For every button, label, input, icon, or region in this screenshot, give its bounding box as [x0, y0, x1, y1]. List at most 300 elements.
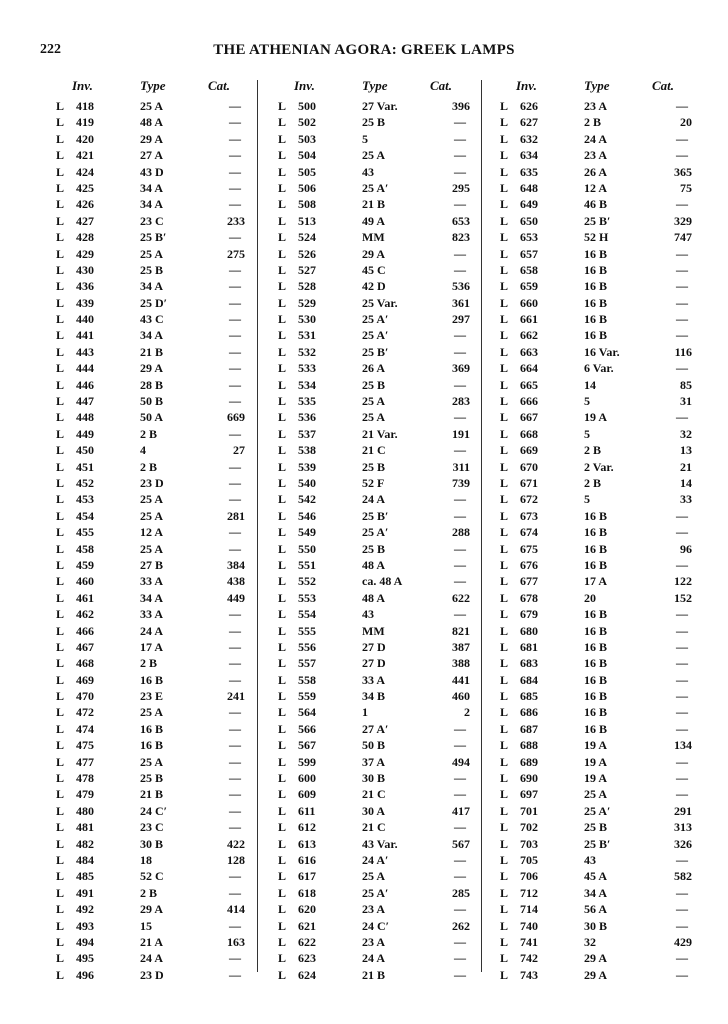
- inv-prefix: L: [278, 951, 287, 966]
- catalogue-number: —: [229, 295, 241, 310]
- catalogue-number: 361: [452, 295, 470, 310]
- inv-prefix: L: [56, 672, 65, 687]
- catalogue-number: —: [454, 869, 466, 884]
- inv-number: 477: [76, 754, 94, 769]
- lamp-type: 27 A: [140, 148, 164, 163]
- inv-number: 550: [298, 541, 316, 556]
- lamp-type: 25 B′: [362, 508, 389, 523]
- inv-number: 424: [76, 164, 94, 179]
- lamp-type: 26 A: [362, 361, 386, 376]
- table-row: [262, 754, 480, 770]
- inv-number: 535: [298, 394, 316, 409]
- catalogue-number: 739: [452, 475, 470, 490]
- lamp-type: 25 D′: [140, 295, 168, 310]
- inv-number: 526: [298, 246, 316, 261]
- catalogue-number: 116: [674, 344, 692, 359]
- inv-number: 623: [298, 951, 316, 966]
- table-row: [262, 114, 480, 130]
- inv-prefix: L: [278, 426, 287, 441]
- catalogue-number: 13: [680, 443, 692, 458]
- inv-prefix: L: [278, 525, 287, 540]
- lamp-type: 24 A: [362, 492, 386, 507]
- inv-prefix: L: [278, 689, 287, 704]
- catalogue-number: —: [454, 852, 466, 867]
- inv-number: 467: [76, 639, 94, 654]
- table-row: [40, 688, 255, 704]
- catalogue-number: 96: [680, 541, 692, 556]
- catalogue-number: —: [676, 656, 688, 671]
- table-row: [484, 426, 702, 442]
- inv-number: 740: [520, 918, 538, 933]
- catalogue-number: 163: [227, 934, 245, 949]
- inv-number: 624: [298, 967, 316, 982]
- inv-prefix: L: [56, 197, 65, 212]
- table-row: [262, 655, 480, 671]
- inv-prefix: L: [56, 525, 65, 540]
- table-row: [40, 98, 255, 114]
- lamp-type: 17 A: [140, 639, 164, 654]
- inv-number: 546: [298, 508, 316, 523]
- inv-number: 600: [298, 771, 316, 786]
- inv-prefix: L: [278, 295, 287, 310]
- table-row: [40, 524, 255, 540]
- inv-number: 553: [298, 590, 316, 605]
- inv-prefix: L: [278, 885, 287, 900]
- inv-number: 678: [520, 590, 538, 605]
- catalogue-number: —: [229, 361, 241, 376]
- table-row: [262, 770, 480, 786]
- catalogue-number: —: [229, 459, 241, 474]
- inv-prefix: L: [56, 869, 65, 884]
- inv-number: 538: [298, 443, 316, 458]
- inv-number: 479: [76, 787, 94, 802]
- inv-number: 680: [520, 623, 538, 638]
- inv-number: 664: [520, 361, 538, 376]
- table-row: [40, 786, 255, 802]
- table-row: [484, 623, 702, 639]
- lamp-type: 23 A: [584, 99, 608, 113]
- catalogue-number: 262: [452, 918, 470, 933]
- inv-prefix: L: [500, 475, 509, 490]
- inv-prefix: L: [500, 852, 509, 867]
- table-row: [262, 278, 480, 294]
- lamp-type: 19 A: [584, 738, 608, 753]
- inv-number: 702: [520, 820, 538, 835]
- inv-prefix: L: [500, 410, 509, 425]
- table-row: [40, 262, 255, 278]
- inv-prefix: L: [56, 623, 65, 638]
- lamp-type: 29 A: [140, 902, 164, 917]
- inv-prefix: L: [278, 148, 287, 163]
- lamp-type: 16 B: [140, 672, 164, 687]
- table-row: [40, 360, 255, 376]
- table-row: [484, 934, 702, 950]
- inv-prefix: L: [56, 262, 65, 277]
- table-row: [40, 442, 255, 458]
- table-row: [262, 360, 480, 376]
- catalogue-number: —: [676, 508, 688, 523]
- table-row: [40, 278, 255, 294]
- table-row: [40, 344, 255, 360]
- lamp-type: 25 A′: [362, 312, 389, 327]
- table-row: [484, 688, 702, 704]
- inv-number: 439: [76, 295, 94, 310]
- lamp-type: 46 B: [584, 197, 608, 212]
- inv-number: 706: [520, 869, 538, 884]
- table-row: [262, 606, 480, 622]
- inv-number: 539: [298, 459, 316, 474]
- catalogue-number: 281: [227, 508, 245, 523]
- table-row: [40, 803, 255, 819]
- catalogue-number: 365: [674, 164, 692, 179]
- catalogue-number: 32: [680, 426, 692, 441]
- lamp-type: 25 A: [140, 246, 164, 261]
- catalogue-number: 622: [452, 590, 470, 605]
- lamp-type: 34 B: [362, 689, 386, 704]
- inv-number: 485: [76, 869, 94, 884]
- lamp-type: 2 B: [140, 885, 158, 900]
- inv-number: 555: [298, 623, 316, 638]
- table-row: [262, 590, 480, 606]
- lamp-type: 21 A: [140, 934, 164, 949]
- lamp-type: 16 B: [584, 721, 608, 736]
- lamp-type: 34 A: [140, 197, 164, 212]
- table-row: [262, 737, 480, 753]
- table-row: [262, 229, 480, 245]
- inv-number: 502: [298, 115, 316, 130]
- inv-number: 508: [298, 197, 316, 212]
- inv-number: 657: [520, 246, 538, 261]
- catalogue-number: 291: [674, 803, 692, 818]
- inv-number: 427: [76, 213, 94, 228]
- inv-number: 469: [76, 672, 94, 687]
- lamp-type: 24 A: [140, 951, 164, 966]
- table-row: [40, 704, 255, 720]
- lamp-type: 23 D: [140, 967, 164, 982]
- lamp-type: 16 B: [584, 541, 608, 556]
- lamp-type: 25 A: [140, 99, 164, 113]
- lamp-type: 30 B: [140, 836, 164, 851]
- inv-prefix: L: [500, 541, 509, 556]
- table-row: [484, 360, 702, 376]
- catalogue-number: 414: [227, 902, 245, 917]
- lamp-type: 16 B: [584, 689, 608, 704]
- catalogue-number: 14: [680, 475, 692, 490]
- inv-prefix: L: [278, 869, 287, 884]
- lamp-type: 16 B: [584, 508, 608, 523]
- table-row: [40, 114, 255, 130]
- catalogue-number: —: [676, 410, 688, 425]
- inv-number: 418: [76, 99, 94, 113]
- lamp-type: 16 Var.: [584, 344, 620, 359]
- lamp-type: 33 A: [140, 607, 164, 622]
- inv-number: 420: [76, 131, 94, 146]
- catalogue-number: —: [676, 951, 688, 966]
- inv-prefix: L: [278, 377, 287, 392]
- column-divider: [481, 80, 482, 972]
- lamp-type: 16 B: [584, 246, 608, 261]
- catalogue-number: —: [229, 426, 241, 441]
- lamp-type: 43 C: [140, 312, 164, 327]
- inv-number: 493: [76, 918, 94, 933]
- catalogue-number: —: [676, 295, 688, 310]
- inv-prefix: L: [500, 803, 509, 818]
- catalogue-number: —: [229, 197, 241, 212]
- inv-header: Inv.: [294, 78, 315, 93]
- catalogue-number: —: [454, 771, 466, 786]
- table-row: [40, 541, 255, 557]
- lamp-type: 50 B: [362, 738, 386, 753]
- catalogue-number: 31: [680, 394, 692, 409]
- lamp-type: 32: [584, 934, 596, 949]
- catalogue-number: —: [454, 262, 466, 277]
- column-divider: [257, 80, 258, 972]
- inv-number: 475: [76, 738, 94, 753]
- inv-number: 552: [298, 574, 316, 589]
- inv-prefix: L: [278, 459, 287, 474]
- table-row: [262, 393, 480, 409]
- catalogue-number: —: [454, 541, 466, 556]
- catalogue-number: 75: [680, 180, 692, 195]
- inv-prefix: L: [278, 607, 287, 622]
- table-row: [484, 541, 702, 557]
- inv-number: 531: [298, 328, 316, 343]
- inv-prefix: L: [56, 721, 65, 736]
- inv-prefix: L: [500, 262, 509, 277]
- column-header: [484, 78, 702, 96]
- table-row: [484, 246, 702, 262]
- inv-number: 666: [520, 394, 538, 409]
- inv-prefix: L: [56, 459, 65, 474]
- inv-number: 613: [298, 836, 316, 851]
- inv-number: 496: [76, 967, 94, 982]
- lamp-type: 18: [140, 852, 152, 867]
- inv-number: 429: [76, 246, 94, 261]
- inv-number: 697: [520, 787, 538, 802]
- catalogue-number: —: [229, 475, 241, 490]
- lamp-type: 16 B: [584, 656, 608, 671]
- catalogue-number: —: [676, 246, 688, 261]
- catalogue-number: —: [676, 557, 688, 572]
- table-row: [484, 327, 702, 343]
- inv-number: 527: [298, 262, 316, 277]
- inv-number: 441: [76, 328, 94, 343]
- catalogue-number: —: [454, 197, 466, 212]
- table-row: [40, 491, 255, 507]
- inv-number: 481: [76, 820, 94, 835]
- catalogue-number: —: [229, 525, 241, 540]
- inv-prefix: L: [56, 639, 65, 654]
- inv-prefix: L: [278, 852, 287, 867]
- inv-number: 419: [76, 115, 94, 130]
- catalogue-number: 326: [674, 836, 692, 851]
- catalogue-number: —: [454, 148, 466, 163]
- catalogue-number: —: [676, 525, 688, 540]
- lamp-type: 37 A: [362, 754, 386, 769]
- inv-prefix: L: [56, 803, 65, 818]
- lamp-type: 29 A: [584, 967, 608, 982]
- inv-number: 566: [298, 721, 316, 736]
- catalogue-number: —: [229, 492, 241, 507]
- inv-number: 549: [298, 525, 316, 540]
- inv-prefix: L: [500, 918, 509, 933]
- inv-number: 524: [298, 230, 316, 245]
- catalogue-number: 33: [680, 492, 692, 507]
- lamp-type: 25 Var.: [362, 295, 398, 310]
- inv-number: 484: [76, 852, 94, 867]
- inv-prefix: L: [500, 525, 509, 540]
- table-row: [262, 836, 480, 852]
- inv-prefix: L: [500, 574, 509, 589]
- catalogue-number: —: [229, 656, 241, 671]
- inv-number: 662: [520, 328, 538, 343]
- inv-prefix: L: [56, 590, 65, 605]
- table-row: [484, 377, 702, 393]
- table-row: [262, 377, 480, 393]
- catalogue-number: —: [676, 279, 688, 294]
- lamp-type: 28 B: [140, 377, 164, 392]
- catalogue-number: 283: [452, 394, 470, 409]
- lamp-type: 23 C: [140, 820, 164, 835]
- inv-number: 672: [520, 492, 538, 507]
- catalogue-number: —: [229, 131, 241, 146]
- lamp-type: ca. 48 A: [362, 574, 403, 589]
- catalogue-number: —: [454, 164, 466, 179]
- lamp-type: 2 B: [140, 426, 158, 441]
- lamp-type: 25 B: [362, 541, 386, 556]
- table-row: [262, 246, 480, 262]
- table-row: [484, 295, 702, 311]
- catalogue-number: —: [454, 344, 466, 359]
- lamp-type: 5: [584, 492, 590, 507]
- lamp-type: MM: [362, 623, 385, 638]
- inv-number: 622: [298, 934, 316, 949]
- table-row: [262, 950, 480, 966]
- inv-prefix: L: [500, 344, 509, 359]
- lamp-type: 25 A: [140, 754, 164, 769]
- inv-prefix: L: [500, 639, 509, 654]
- inv-number: 528: [298, 279, 316, 294]
- lamp-type: 27 Var.: [362, 99, 398, 113]
- inv-number: 451: [76, 459, 94, 474]
- catalogue-number: —: [454, 574, 466, 589]
- table-row: [262, 426, 480, 442]
- inv-prefix: L: [500, 672, 509, 687]
- inv-number: 462: [76, 607, 94, 622]
- inv-number: 564: [298, 705, 316, 720]
- lamp-type: 23 A: [362, 902, 386, 917]
- catalogue-number: —: [676, 623, 688, 638]
- inv-number: 440: [76, 312, 94, 327]
- inv-prefix: L: [500, 721, 509, 736]
- inv-prefix: L: [278, 492, 287, 507]
- lamp-type: 43 D: [140, 164, 164, 179]
- inv-number: 480: [76, 803, 94, 818]
- catalogue-number: 122: [674, 574, 692, 589]
- table-row: [262, 311, 480, 327]
- catalogue-number: 669: [227, 410, 245, 425]
- inv-number: 677: [520, 574, 538, 589]
- inv-prefix: L: [56, 951, 65, 966]
- lamp-type: 24 A′: [362, 852, 389, 867]
- inv-number: 609: [298, 787, 316, 802]
- catalogue-number: 311: [452, 459, 470, 474]
- lamp-type: 24 A: [362, 951, 386, 966]
- lamp-type: 43: [362, 164, 374, 179]
- catalogue-number: 297: [452, 312, 470, 327]
- inv-prefix: L: [278, 967, 287, 982]
- inv-prefix: L: [278, 164, 287, 179]
- cat-header: Cat.: [430, 78, 453, 93]
- table-row: [40, 409, 255, 425]
- inv-number: 506: [298, 180, 316, 195]
- inv-number: 634: [520, 148, 538, 163]
- lamp-type: 48 A: [362, 590, 386, 605]
- table-row: [40, 754, 255, 770]
- inv-prefix: L: [278, 262, 287, 277]
- table-row: [484, 459, 702, 475]
- rows: [40, 98, 255, 983]
- inv-number: 452: [76, 475, 94, 490]
- inv-prefix: L: [500, 869, 509, 884]
- inv-prefix: L: [500, 885, 509, 900]
- catalogue-number: 567: [452, 836, 470, 851]
- inv-prefix: L: [500, 689, 509, 704]
- inv-prefix: L: [500, 377, 509, 392]
- table-row: [262, 262, 480, 278]
- table-row: [484, 278, 702, 294]
- inv-number: 428: [76, 230, 94, 245]
- lamp-type: 56 A: [584, 902, 608, 917]
- catalogue-number: —: [454, 787, 466, 802]
- lamp-type: 19 A: [584, 410, 608, 425]
- catalogue-number: —: [229, 99, 241, 113]
- rows: [484, 98, 702, 983]
- catalogue-number: 329: [674, 213, 692, 228]
- lamp-type: 50 B: [140, 394, 164, 409]
- table-row: [262, 98, 480, 114]
- catalogue-number: —: [454, 492, 466, 507]
- lamp-type: 12 A: [140, 525, 164, 540]
- catalogue-number: 823: [452, 230, 470, 245]
- table-row: [484, 918, 702, 934]
- table-row: [484, 229, 702, 245]
- lamp-type: 43: [584, 852, 596, 867]
- table-row: [262, 934, 480, 950]
- inv-number: 504: [298, 148, 316, 163]
- inv-prefix: L: [278, 803, 287, 818]
- inv-prefix: L: [278, 672, 287, 687]
- page-header: [0, 42, 728, 64]
- inv-prefix: L: [56, 443, 65, 458]
- lamp-type: 23 C: [140, 213, 164, 228]
- table-row: [484, 311, 702, 327]
- table-row: [40, 131, 255, 147]
- inv-prefix: L: [500, 934, 509, 949]
- inv-prefix: L: [500, 951, 509, 966]
- lamp-type: 25 A′: [362, 328, 389, 343]
- catalogue-number: —: [229, 967, 241, 982]
- table-row: [484, 803, 702, 819]
- inv-number: 658: [520, 262, 538, 277]
- inv-prefix: L: [56, 574, 65, 589]
- catalogue-number: —: [676, 705, 688, 720]
- table-row: [484, 901, 702, 917]
- catalogue-number: —: [454, 934, 466, 949]
- table-row: [262, 344, 480, 360]
- table-row: [262, 295, 480, 311]
- table-row: [262, 967, 480, 983]
